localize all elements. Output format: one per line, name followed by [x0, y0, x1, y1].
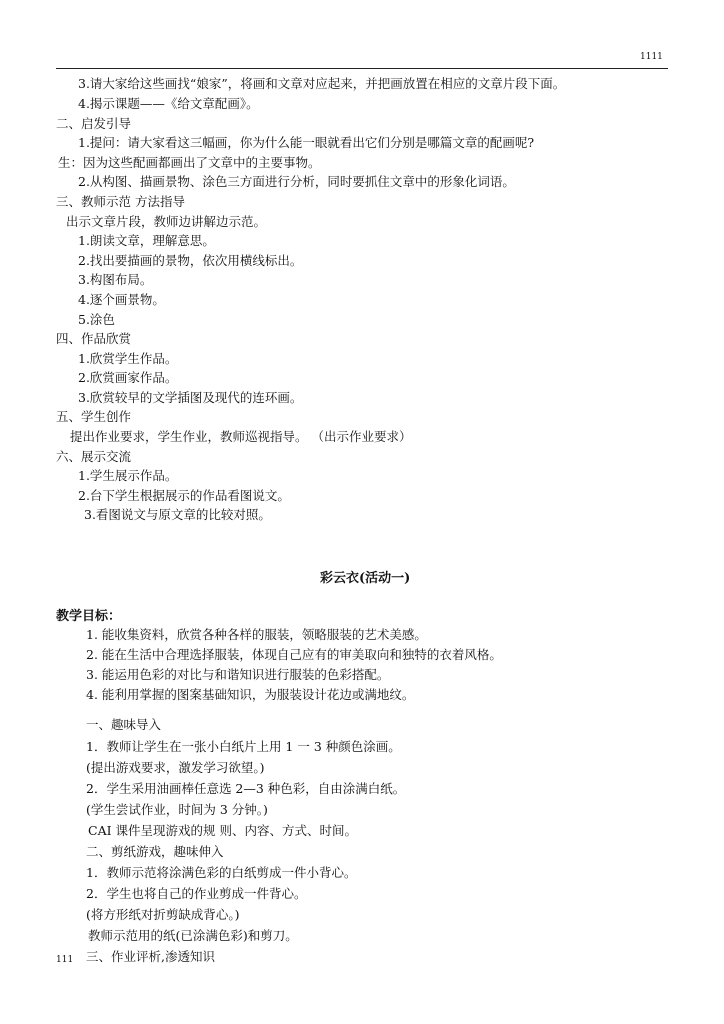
section-heading: 六、展示交流	[56, 449, 132, 464]
objectives-heading: 教学目标：	[56, 609, 122, 624]
text-line: CAI 课件呈现游戏的规 则、内容、方式、时间。	[88, 823, 357, 838]
text-line: 2．学生采用油画棒任意选 2—3 种色彩，自由涂满白纸。	[86, 781, 406, 796]
text-line: 2.台下学生根据展示的作品看图说文。	[78, 488, 290, 503]
text-line: (学生尝试作业，时间为 3 分钟。)	[86, 802, 268, 817]
text-line: 提出作业要求，学生作业，教师巡视指导。 （出示作业要求）	[70, 429, 412, 444]
text-line: 生：因为这些配画都画出了文章中的主要事物。	[58, 155, 321, 170]
objective-item: 4. 能利用掌握的图案基础知识，为服装设计花边或满地纹。	[86, 687, 415, 702]
text-line: (提出游戏要求，激发学习欲望。)	[86, 760, 265, 775]
section-heading: 三、教师示范 方法指导	[56, 194, 185, 209]
text-line: 5.涂色	[78, 312, 115, 327]
section-heading: 五、学生创作	[56, 409, 132, 424]
text-line: 1.学生展示作品。	[78, 468, 178, 483]
page-header-number: 1111	[640, 52, 663, 62]
text-line: 教师示范用的纸(已涂满色彩)和剪刀。	[88, 928, 298, 943]
text-line: 出示文章片段，教师边讲解边示范。	[66, 214, 267, 229]
header-rule	[56, 68, 668, 69]
section-heading: 三、作业评析,渗透知识	[86, 949, 215, 964]
objective-item: 3. 能运用色彩的对比与和谐知识进行服装的色彩搭配。	[86, 667, 390, 682]
section-heading: 二、剪纸游戏，趣味伸入	[86, 844, 224, 859]
objective-item: 1. 能收集资料，欣赏各种各样的服装，领略服装的艺术美感。	[86, 627, 427, 642]
lesson-title: 彩云衣(活动一)	[320, 571, 411, 586]
text-line: 2.欣赏画家作品。	[78, 370, 178, 385]
text-line: 1.朗读文章，理解意思。	[78, 233, 215, 248]
section-heading: 二、启发引导	[56, 116, 132, 131]
text-line: 2．学生也将自己的作业剪成一件背心。	[86, 886, 307, 901]
text-line: 1.欣赏学生作品。	[78, 351, 178, 366]
text-line: 1．教师示范将涂满色彩的白纸剪成一件小背心。	[86, 865, 357, 880]
text-line: 4.逐个画景物。	[78, 292, 165, 307]
text-line: 2.找出要描画的景物，依次用横线标出。	[78, 253, 303, 268]
text-line: 3.构图布局。	[78, 272, 153, 287]
text-line: (将方形纸对折剪缺成背心。)	[86, 907, 240, 922]
section-heading: 一、趣味导入	[86, 717, 162, 732]
text-line: 4.揭示课题——《给文章配画》。	[78, 96, 259, 111]
text-line: 2.从构图、描画景物、涂色三方面进行分析，同时要抓住文章中的形象化词语。	[78, 174, 515, 189]
text-line: 3.请大家给这些画找“娘家”，将画和文章对应起来，并把画放置在相应的文章片段下面。	[78, 76, 566, 91]
page-footer-number: 111	[56, 955, 74, 965]
text-line: 1.提问：请大家看这三幅画，你为什么能一眼就看出它们分别是哪篇文章的配画呢?	[78, 135, 535, 150]
section-heading: 四、作品欣赏	[56, 331, 132, 346]
text-line: 3.看图说文与原文章的比较对照。	[84, 507, 271, 522]
objective-item: 2. 能在生活中合理选择服装，体现自己应有的审美取向和独特的衣着风格。	[86, 647, 502, 662]
text-line: 1．教师让学生在一张小白纸片上用 1 一 3 种颜色涂画。	[86, 739, 401, 754]
text-line: 3.欣赏较早的文学插图及现代的连环画。	[78, 390, 303, 405]
